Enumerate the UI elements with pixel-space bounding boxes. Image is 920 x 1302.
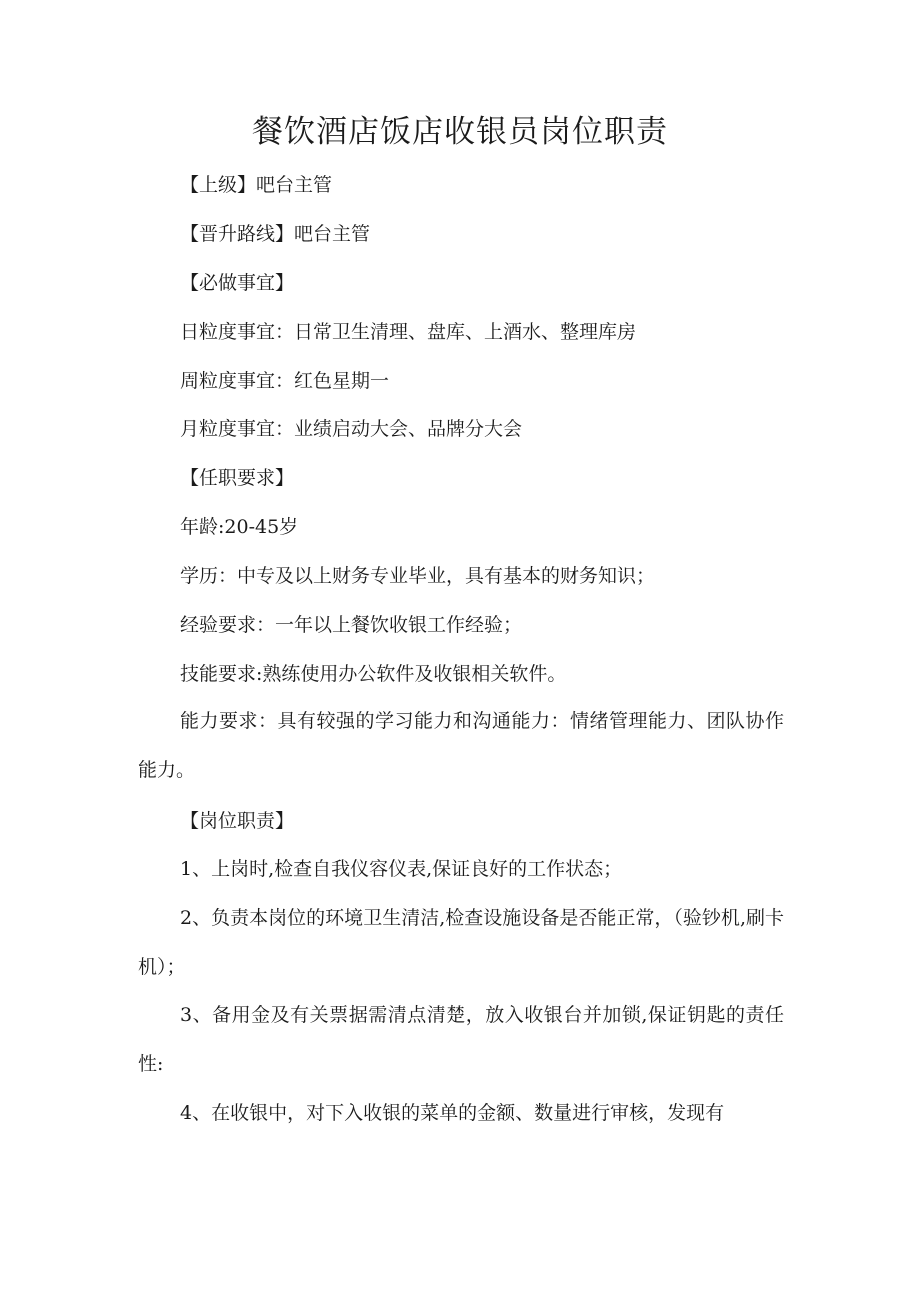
experience-item: 经验要求：一年以上餐饮收银工作经验； [180, 614, 523, 636]
duty-item-3: 3、备用金及有关票据需清点清楚，放入收银台并加锁,保证钥匙的责任性: [138, 1004, 784, 1075]
weekly-item: 周粒度事宜：红色星期一 [180, 370, 390, 392]
duty-item-1: 1、上岗时,检查自我仪容仪表,保证良好的工作状态； [180, 858, 623, 880]
todo-heading: 【必做事宜】 [180, 272, 295, 294]
duty-item-2: 2、负责本岗位的环境卫生清洁,检查设施设备是否能正常，（验钞机,刷卡机）； [138, 907, 784, 978]
duties-heading: 【岗位职责】 [180, 810, 295, 832]
education-item: 学历：中专及以上财务专业毕业，具有基本的财务知识； [180, 565, 656, 587]
promotion-line: 【晋升路线】吧台主管 [180, 223, 371, 245]
page-title: 餐饮酒店饭店收银员岗位职责 [252, 114, 668, 150]
requirements-heading: 【任职要求】 [180, 467, 295, 489]
duty-item-4: 4、在收银中，对下入收银的菜单的金额、数量进行审核，发现有 [180, 1102, 725, 1124]
age-item: 年龄:20-45岁 [180, 516, 299, 538]
skills-item: 技能要求:熟练使用办公软件及收银相关软件。 [180, 663, 567, 685]
superior-line: 【上级】吧台主管 [180, 174, 333, 196]
ability-paragraph: 能力要求：具有较强的学习能力和沟通能力：情绪管理能力、团队协作能力。 [138, 710, 784, 781]
monthly-item: 月粒度事宜：业绩启动大会、品牌分大会 [180, 418, 523, 440]
daily-item: 日粒度事宜：日常卫生清理、盘库、上酒水、整理库房 [180, 321, 637, 343]
